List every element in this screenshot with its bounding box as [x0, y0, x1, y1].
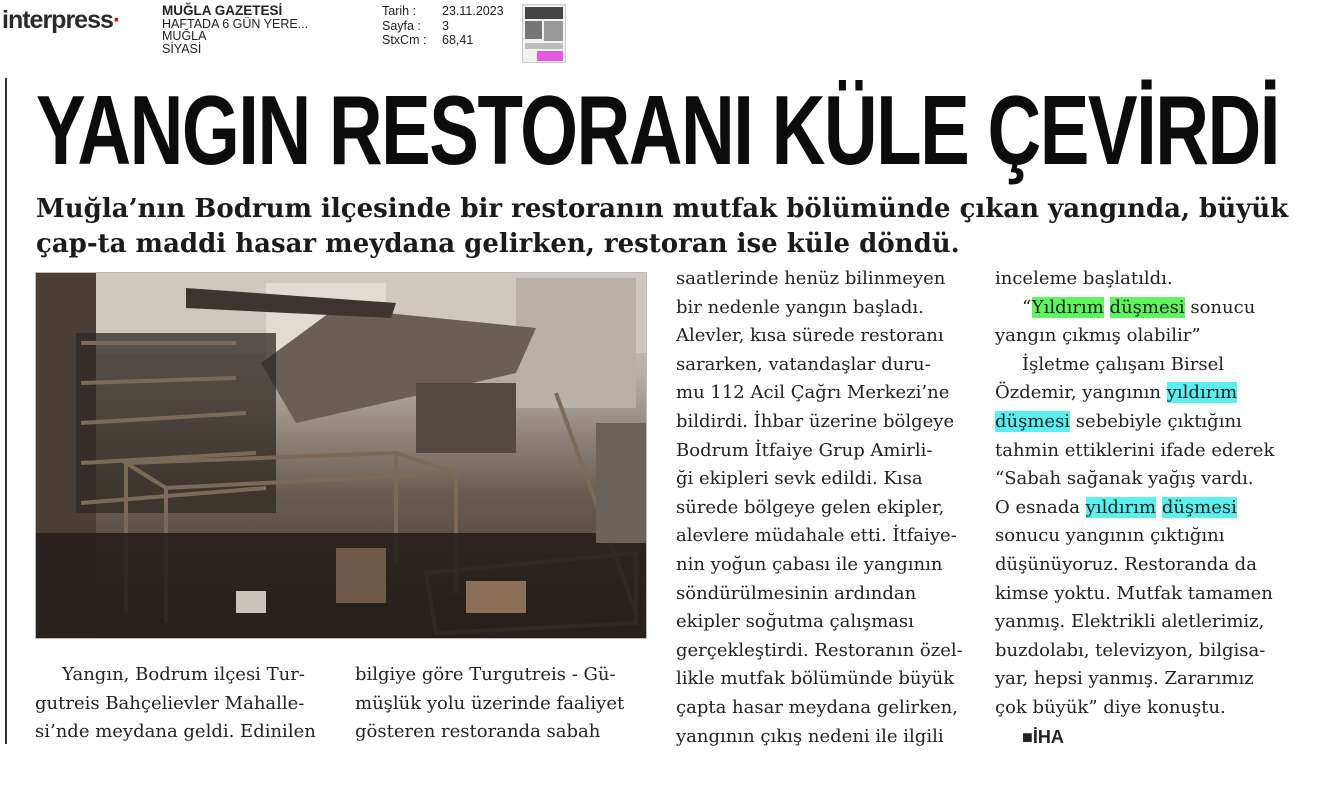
- body-line: müşlük yolu üzerinde faaliyet: [355, 692, 625, 714]
- body-line: nin yoğun çabası ile yangının: [676, 553, 943, 575]
- size-label: StxCm :: [382, 33, 427, 47]
- body-line: kimse yoktu. Mutfak tamamen: [995, 582, 1273, 604]
- publication-name: MUĞLA GAZETESİ: [162, 3, 283, 18]
- body-line: düşünüyoruz. Restoranda da: [995, 553, 1257, 575]
- publication-category: SİYASİ: [162, 41, 202, 56]
- body-line: mu 112 Acil Çağrı Merkezi’ne: [676, 382, 950, 404]
- body-line: sararken, vatandaşlar duru-: [676, 353, 931, 375]
- body-line: alevlere müdahale etti. İtfaiye-: [676, 525, 957, 547]
- body-line: yangının çıkış nedeni ile ilgili: [676, 725, 944, 747]
- body-text: O esnada: [995, 496, 1086, 518]
- body-line: sonucu yangının çıktığını: [995, 525, 1225, 547]
- article-column-3: [676, 265, 963, 751]
- body-line: İşletme çalışanı Birsel: [1022, 353, 1225, 375]
- body-line: saatlerinde henüz bilinmeyen: [676, 268, 946, 289]
- body-line: ekipler soğutma çalışması: [676, 611, 914, 633]
- date-label: Tarih :: [382, 4, 417, 18]
- body-line: söndürülmesinin ardından: [676, 582, 917, 604]
- body-line: gutreis Bahçelievler Mahalle-: [35, 692, 305, 714]
- body-line: bir nedenle yangın başladı.: [676, 296, 924, 318]
- body-line: tahmin ettiklerini ifade ederek: [995, 439, 1275, 461]
- highlight-word: düşmesi: [1161, 496, 1237, 518]
- size-value: 68,41: [442, 33, 474, 47]
- burned-kitchen-image: [36, 273, 646, 638]
- body-line: yanmış. Elektrikli aletlerimiz,: [995, 611, 1265, 633]
- body-line: [995, 379, 1274, 408]
- quote-line: [995, 294, 1274, 323]
- date-value: 23.11.2023: [442, 4, 504, 18]
- article-column-2: [355, 661, 624, 747]
- page-value: 3: [442, 18, 449, 33]
- margin-rule: [5, 78, 7, 744]
- publication-info: [162, 5, 308, 55]
- page-thumbnail[interactable]: [522, 4, 566, 63]
- body-line: çapta hasar meydana gelirken,: [676, 696, 958, 718]
- article-subheadline: Muğla’nın Bodrum ilçesinde bir restoranın mutfak bölümünde çıkan yangında, büyük çap-ta maddi hasar meydana gelirken, restoran ise küle döndü.: [36, 194, 1289, 259]
- body-line: Yangın, Bodrum ilçesi Tur-: [62, 664, 305, 685]
- highlight-word: düşmesi: [1109, 296, 1185, 318]
- clipping-meta: [382, 4, 504, 48]
- body-line: yangın çıkmış olabilir”: [995, 325, 1201, 347]
- body-line: çok büyük” diye konuştu.: [995, 696, 1226, 718]
- body-line: inceleme başlatıldı.: [995, 268, 1173, 289]
- body-line: Alevler, kısa sürede restoranı: [676, 325, 944, 347]
- body-line: ği ekipleri sevk edildi. Kısa: [676, 468, 923, 490]
- body-text: sebebiyle çıktığını: [1070, 410, 1242, 432]
- publication-frequency: HAFTADA 6 GÜN YERE...: [162, 16, 309, 31]
- body-line: [995, 408, 1274, 437]
- body-line: Bodrum İtfaiye Grup Amirli-: [676, 439, 933, 461]
- highlight-word: yıldırım: [1085, 496, 1157, 518]
- body-text: Özdemir, yangının: [995, 382, 1167, 404]
- quote-text: sonucu: [1184, 296, 1256, 318]
- article-column-1: [35, 661, 316, 747]
- publication-city: MUĞLA: [162, 29, 207, 43]
- highlight-word: Yıldırım: [1031, 296, 1104, 318]
- interpress-logo: [2, 6, 120, 35]
- body-line: si’nde meydana geldi. Edinilen: [35, 721, 316, 743]
- body-line: sürede bölgeye gelen ekipler,: [676, 496, 945, 518]
- body-line: gösteren restoranda sabah: [355, 721, 601, 743]
- logo-text: interpress: [2, 6, 113, 34]
- highlight-word: düşmesi: [995, 410, 1071, 432]
- highlight-word: yıldırım: [1166, 382, 1238, 404]
- body-line: likle mutfak bölümünde büyük: [676, 668, 955, 690]
- body-line: “Sabah sağanak yağış vardı.: [995, 468, 1254, 490]
- body-line: [995, 494, 1274, 523]
- body-line: buzdolabı, televizyon, bilgisa-: [995, 639, 1266, 661]
- body-line: gerçekleştirdi. Restoranın özel-: [676, 639, 963, 661]
- logo-dot: ·: [112, 6, 121, 34]
- body-line: bildirdi. İhbar üzerine bölgeye: [676, 410, 955, 432]
- body-line: bilgiye göre Turgutreis - Gü-: [355, 664, 616, 685]
- article-headline: YANGIN RESTORANI KÜLE ÇEVİRDİ: [36, 75, 1279, 185]
- source-signature: ■İHA: [1022, 726, 1064, 747]
- burned-restaurant-photo: [35, 272, 647, 639]
- body-line: yar, hepsi yanmış. Zararımız: [995, 668, 1254, 690]
- page-label: Sayfa :: [382, 18, 421, 33]
- quote-mark: “: [1022, 296, 1032, 318]
- article-column-4: [995, 265, 1274, 751]
